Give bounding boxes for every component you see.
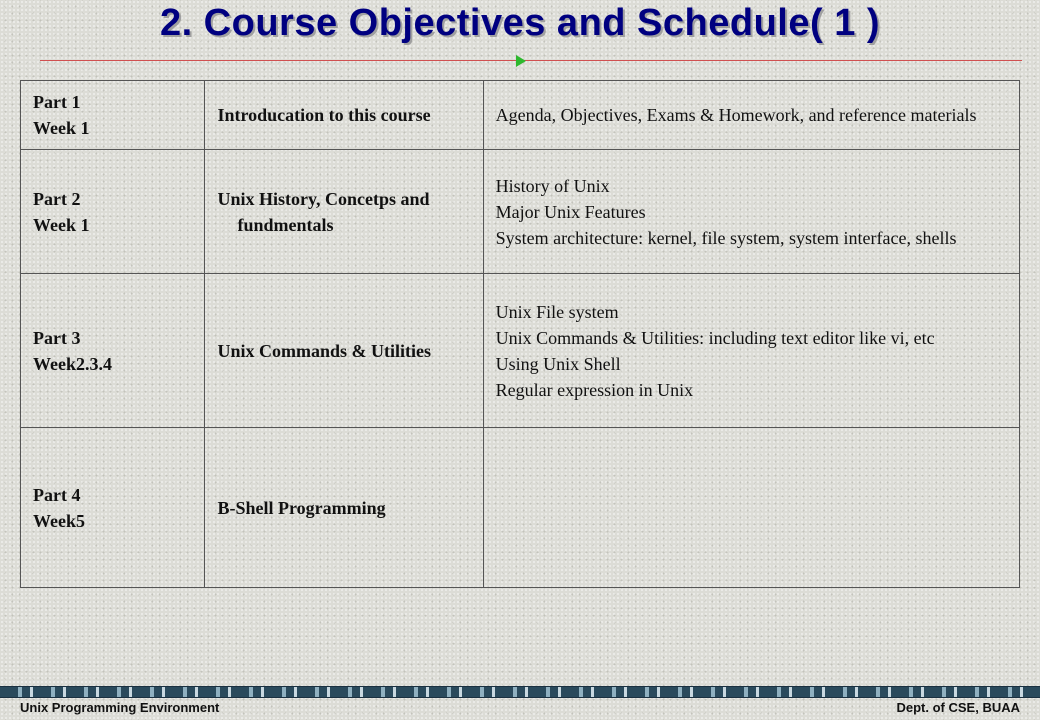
schedule-table [20,80,1020,588]
slide-title: 2. Course Objectives and Schedule( 1 ) [159,2,881,44]
table-row [21,81,1020,150]
content-line: Agenda, Objectives, Exams & Homework, and reference materials [495,105,977,125]
title-divider [40,60,1022,61]
week-label: Week 1 [33,214,90,235]
content-cell [483,428,1019,588]
content-line: Major Unix Features [495,201,646,222]
part-label: Part 2 [33,188,81,209]
topic-cell [205,274,483,428]
topic-label: Unix Commands & Utilities [217,340,431,361]
footer-department: Dept. of CSE, BUAA [896,700,1020,715]
content-line: System architecture: kernel, file system, system interface, shells [495,227,957,248]
part-cell [21,274,205,428]
footer-bar [0,686,1040,698]
table-row [21,274,1020,428]
content-cell [483,274,1019,428]
content-line: History of Unix [495,175,610,196]
week-label: Week 1 [33,118,90,138]
part-label: Part 3 [33,327,81,348]
part-cell [21,150,205,274]
play-arrow-icon [516,55,526,67]
part-cell [21,428,205,588]
part-cell [21,81,205,150]
part-label: Part 4 [33,484,81,505]
footer-course-name: Unix Programming Environment [20,700,220,715]
table-row [21,428,1020,588]
topic-cell [205,150,483,274]
part-label: Part 1 [33,92,81,112]
content-line: Using Unix Shell [495,353,621,374]
topic-label: Unix History, Concetps and fundmentals [217,188,430,235]
topic-label: Introducation to this course [217,105,431,125]
content-line: Regular expression in Unix [495,379,694,400]
content-cell [483,81,1019,150]
week-label: Week2.3.4 [33,353,112,374]
topic-label: B-Shell Programming [217,497,386,518]
content-line: Unix Commands & Utilities: including text editor like vi, etc [495,327,935,348]
topic-cell [205,81,483,150]
content-cell [483,150,1019,274]
table-row [21,150,1020,274]
topic-cell [205,428,483,588]
content-line: Unix File system [495,301,619,322]
week-label: Week5 [33,510,85,531]
